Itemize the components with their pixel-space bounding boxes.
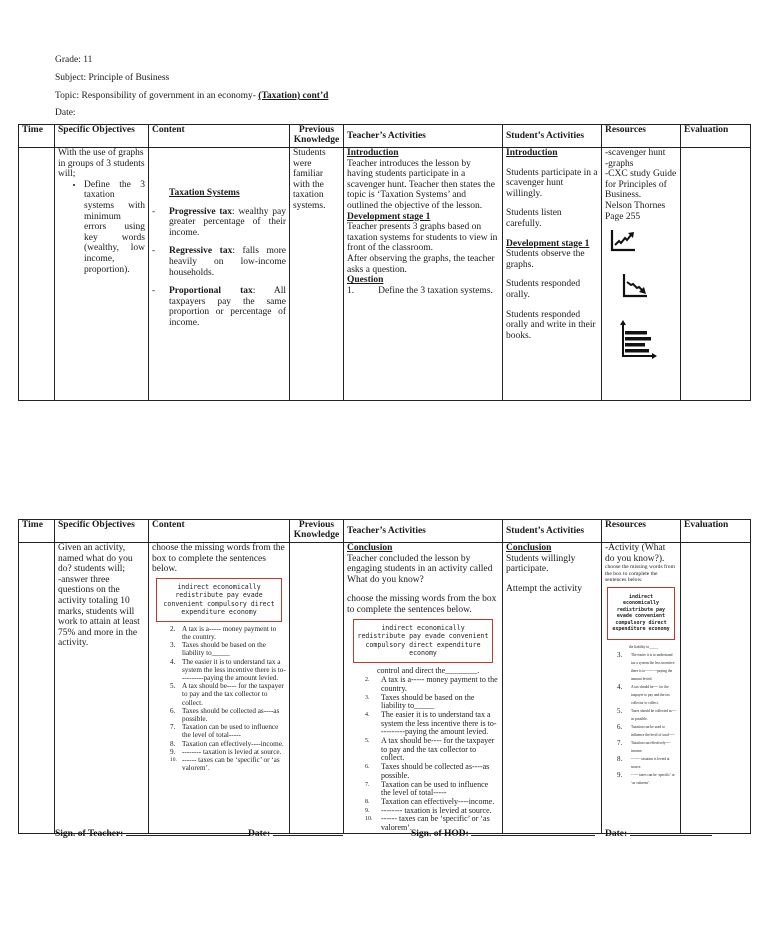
question-item: 4. The easier it is to understand tax a system the less incentive there is to----------paying the amount levied. [170, 657, 286, 682]
header-row [19, 125, 751, 148]
question-1: 1. Define the 3 taxation systems. [347, 285, 493, 296]
col-evaluation: Evaluation [681, 125, 751, 148]
topic-emphasis: (Taxation) cont’d [258, 91, 329, 101]
teacher-activities-cell: Conclusion Teacher concluded the lesson by engaging students in an activity called What do you know? choose the missing words from the box to complete the sentences below. indirect economically redistribute pay evade convenient compulsory direct expenditure economy control and direct the________. 2. A tax is a----- money payment to the country. 3. Taxes should be based on the liability to_____ 4. The easier it is to understand tax a system the less incentive there is to----------paying the amount levied. 5. A tax should be---- for the taxpayer to pay and the tax collector to collect. 6. Taxes should be collected as----as possible. 7. Taxation can be used to influence the level of total----- 8. Taxation can effectively----income. 9. -------- taxation is levied at source. 10. ------ taxes can be ‘specific’ or ‘as valorem’. [344, 543, 503, 834]
question-item: 5. A tax should be---- for the taxpayer to pay and the tax collector to collect. [365, 736, 495, 763]
objectives-list [58, 180, 145, 275]
question-item: 4. A tax should be---- for the taxpayer to pay and the tax collector to collect. [617, 682, 670, 705]
hod-date-line[interactable] [630, 827, 712, 836]
bar-chart-icon [619, 318, 659, 360]
hod-date: Date: [605, 827, 712, 839]
date-line: Date: [55, 108, 76, 118]
col-previous-knowledge: Previous Knowledge [290, 520, 344, 543]
resources-questions-list [605, 651, 677, 787]
body-row [19, 148, 751, 401]
teacher-questions-list [347, 676, 499, 833]
lesson-plan-table-2 [18, 519, 751, 834]
question-item: 9. ------ taxes can be ‘specific’ or ‘as valorem’. [617, 770, 675, 785]
col-content: Content [149, 520, 290, 543]
col-student-activities: Student’s Activities [503, 520, 602, 543]
question-item: 9. -------- taxation is levied at source. [365, 805, 492, 815]
question-item: 6. Taxation can be used to influence the level of total----- [617, 722, 675, 737]
topic-prefix: Topic: Responsibility of government in an economy- [55, 91, 259, 101]
question-item: 8. -------- taxation is levied at source. [617, 754, 670, 769]
time-cell [19, 543, 55, 834]
objectives-cell: With the use of graphs in groups of 3 students will; • Define the 3 taxation systems with minimum errors using key words (wealthy, low income, proportion). [55, 148, 149, 401]
hod-signature: Sign. of HOD: [411, 827, 595, 839]
line-chart-down-icon [621, 272, 651, 300]
col-resources: Resources [602, 520, 681, 543]
evaluation-cell [681, 543, 751, 834]
col-objectives: Specific Objectives [55, 520, 149, 543]
word-bank-box: indirect economically redistribute pay evade convenient compulsory direct expenditure economy [353, 619, 493, 663]
content-cell: choose the missing words from the box to complete the sentences below. indirect economically redistribute pay evade convenient compulsory direct expenditure economy 2. A tax is a----- money payment to the country. 3. Taxes should be based on the liability to_____ 4. The easier it is to understand tax a system the less incentive there is to----------paying the amount levied. 5. A tax should be---- for the taxpayer to pay and the tax collector to collect. 6. Taxes should be collected as----as possible. 7. Taxation can be used to influence the level of total----- 8. Taxation can effectively----income. 9. -------- taxation is levied at source. 10. ------ taxes can be ‘specific’ or ‘as valorem’. [149, 543, 290, 834]
question-item: 3. Taxes should be based on the liability to_____ [170, 641, 266, 658]
student-activities-cell: Introduction Students participate in a scavenger hunt willingly. Students listen carefully. Development stage 1 Students observe the graphs. Students responded orally. Students responded orally and write in their books. [503, 148, 602, 401]
col-time: Time [19, 125, 55, 148]
line-chart-up-icon [609, 228, 639, 254]
evaluation-cell [681, 148, 751, 401]
col-time: Time [19, 520, 55, 543]
word-bank-box: indirect economically redistribute pay evade convenient compulsory direct expenditure economy [607, 587, 675, 640]
question-item: 2. A tax is a----- money payment to the country. [170, 624, 277, 641]
content-questions-list [152, 625, 286, 773]
content-item-progressive: - Progressive tax: wealthy pay greater percentage of their income. [152, 206, 286, 238]
col-teacher-activities: Teacher’s Activities [344, 125, 503, 148]
content-item-regressive: - Regressive tax: falls more heavily on low-income households. [152, 246, 286, 278]
question-item: 8. Taxation can effectively----income. [170, 739, 284, 748]
teacher-activities-cell: Introduction Teacher introduces the lesson by having students participate in a scavenger hunt. Teacher then states the topic is ‘Taxation Systems’ and outlined the objective of the lesson. Development stage 1 Teacher presents 3 graphs based on taxation systems for students to view in front of the classroom. After observing the graphs, the teacher asks a question. Question 1. Define the 3 taxation systems. [344, 148, 503, 401]
body-row [19, 543, 751, 834]
previous-knowledge-cell: Students were familiar with the taxation systems. [290, 148, 344, 401]
col-evaluation: Evaluation [681, 520, 751, 543]
previous-knowledge-cell [290, 543, 344, 834]
teacher-date-line[interactable] [273, 827, 343, 836]
col-content: Content [149, 125, 290, 148]
question-item: 5. A tax should be---- for the taxpayer to pay and the tax collector to collect. [170, 682, 284, 707]
hod-signature-line[interactable] [471, 827, 595, 836]
col-student-activities: Student’s Activities [503, 125, 602, 148]
question-item: 5. Taxes should be collected as----as possible. [617, 706, 677, 721]
resources-cell: -Activity (What do you know?). choose the missing words from the box to complete the sentences below. indirect economically redistribute pay evade convenient compulsory direct expenditure economy the liability to_____ 3. The easier it is to understand tax a system the less incentive there is to----------paying the amount levied. 4. A tax should be---- for the taxpayer to pay and the tax collector to collect. 5. Taxes should be collected as----as possible. 6. Taxation can be used to influence the level of total----- 7. Taxation can effectively----income. 8. -------- taxation is levied at source. 9. ------ taxes can be ‘specific’ or ‘as valorem’. [602, 543, 681, 834]
word-bank-box: indirect economically redistribute pay evade convenient compulsory direct expenditure economy [156, 578, 282, 622]
question-item: 3. The easier it is to understand tax a system the less incentive there is to----------paying the amount levied. [617, 650, 675, 681]
question-item: 3. Taxes should be based on the liability to_____ [365, 692, 475, 711]
content-heading: Taxation Systems [169, 188, 240, 198]
topic-line [55, 90, 328, 102]
question-item: 9. -------- taxation is levied at source. [170, 747, 282, 756]
content-cell [149, 148, 290, 401]
teacher-date: Date: [248, 827, 343, 839]
col-objectives: Specific Objectives [55, 125, 149, 148]
question-item: 6. Taxes should be collected as----as possible. [170, 706, 280, 724]
col-teacher-activities: Teacher’s Activities [344, 520, 503, 543]
grade-line: Grade: 11 [55, 55, 93, 65]
objectives-cell: Given an activity, named what do you do? students will; -answer three questions on the activity totaling 10 marks, students will work to attain at least 75% and more in the activity. [55, 543, 149, 834]
student-activities-cell: Conclusion Students willingly participate. Attempt the activity [503, 543, 602, 834]
question-item: 10. ------ taxes can be ‘specific’ or ‘as valorem’. [170, 756, 280, 773]
col-previous-knowledge: Previous Knowledge [290, 125, 344, 148]
question-item: 4. The easier it is to understand tax a system the less incentive there is to----------paying the amount levied. [365, 709, 497, 737]
objective-item: • Define the 3 taxation systems with minimum errors using key words (wealthy, low income, proportion). [84, 180, 145, 275]
question-item: 7. Taxation can be used to influence the level of total----- [365, 779, 489, 798]
question-item: 2. A tax is a----- money payment to the country. [365, 675, 498, 693]
question-item: 7. Taxation can be used to influence the level of total----- [170, 723, 279, 740]
teacher-signature: Sign. of Teacher: [55, 827, 250, 839]
header-row [19, 520, 751, 543]
question-item: 6. Taxes should be collected as----as possible. [365, 762, 490, 780]
content-item-proportional: - Proportional tax: All taxpayers pay the same proportion or percentage of income. [152, 286, 286, 328]
time-cell [19, 148, 55, 401]
question-item: 8. Taxation can effectively----income. [365, 797, 495, 806]
lesson-plan-table-1 [18, 124, 751, 401]
question-item: 10. ------ taxes can be ‘specific’ or ‘as valorem’. [365, 814, 490, 833]
subject-line: Subject: Principle of Business [55, 73, 170, 83]
col-resources: Resources [602, 125, 681, 148]
question-item: 7. Taxation can effectively----income. [617, 738, 671, 753]
teacher-signature-line[interactable] [126, 827, 250, 836]
resources-cell: -scavenger hunt -graphs -CXC study Guide for Principles of Business. Nelson Thornes Page 255 [602, 148, 681, 401]
